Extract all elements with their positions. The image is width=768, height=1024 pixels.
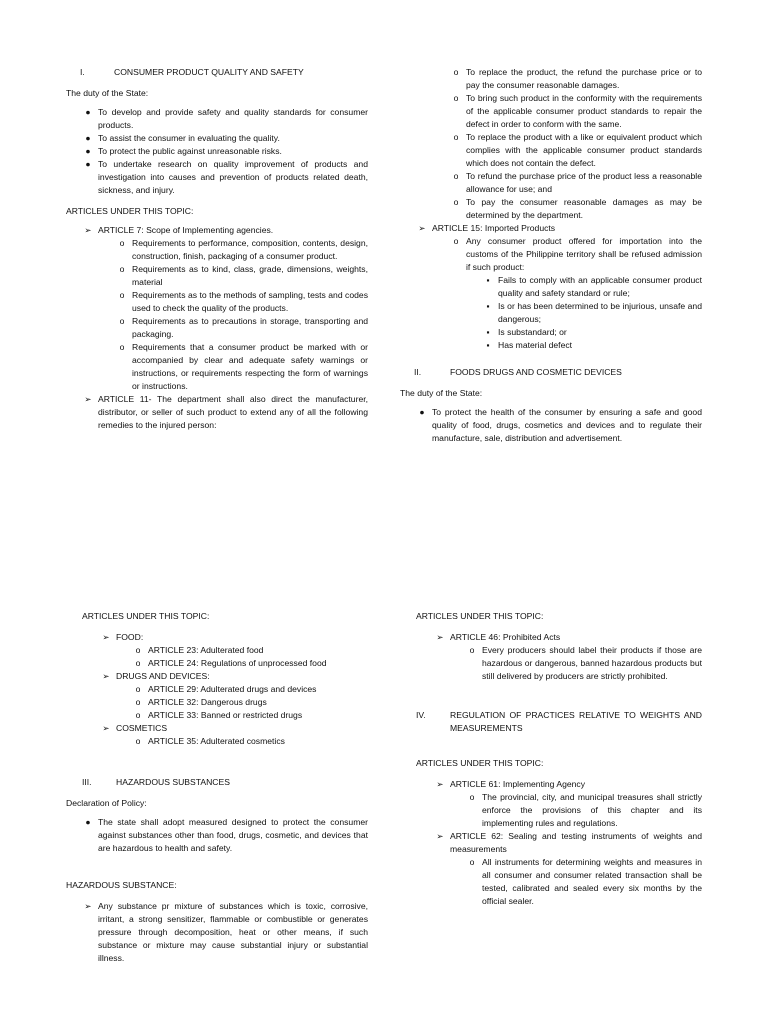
- arrow-bullet-icon: ➢: [84, 225, 92, 235]
- circle-bullet-icon: o: [119, 342, 125, 352]
- circle-bullet-icon: o: [469, 857, 475, 867]
- section-3-policy-label: Declaration of Policy:: [66, 798, 147, 808]
- list-item: o ARTICLE 35: Adulterated cosmetics: [132, 735, 368, 748]
- list-item: o To refund the purchase price of the product less a reasonable allowance for use; and: [450, 170, 702, 196]
- article-15-list: [400, 235, 702, 274]
- list-item: ▪ Fails to comply with an applicable consumer product quality and safety standard or rule;: [482, 274, 702, 300]
- list-item: o Requirements that a consumer product be marked with or accompanied by clear and adequate safety warnings or instructions, or requirements respecting the form of warnings or instructions.: [116, 341, 368, 393]
- article-62-list: [400, 856, 702, 908]
- circle-bullet-icon: o: [119, 238, 125, 248]
- circle-bullet-icon: o: [135, 658, 141, 668]
- arrow-bullet-icon: ➢: [84, 394, 92, 404]
- circle-bullet-icon: o: [119, 264, 125, 274]
- bullet-icon: ●: [85, 146, 91, 156]
- bullet-icon: ●: [419, 407, 425, 417]
- circle-bullet-icon: o: [469, 645, 475, 655]
- list-item: ● To protect the public against unreasonable risks.: [82, 145, 368, 158]
- column-bottom-left: [66, 610, 368, 965]
- arrow-bullet-icon: ➢: [436, 632, 444, 642]
- list-item: o ARTICLE 32: Dangerous drugs: [132, 696, 368, 709]
- list-item: ● To protect the health of the consumer by ensuring a safe and good quality of food, drugs, cosmetics and devices and to regulate their manufacture, sale, distribution and advertisement.: [416, 406, 702, 445]
- article-61-list: [400, 791, 702, 830]
- list-item: ▪ Has material defect: [482, 339, 702, 352]
- arrow-bullet-icon: ➢: [436, 831, 444, 841]
- section-1-duty-label: The duty of the State:: [66, 88, 149, 98]
- section-3-title: HAZARDOUS SUBSTANCES: [116, 777, 230, 787]
- list-item: o The provincial, city, and municipal treasures shall strictly enforce the provisions of this chapter and its implementing rules and regulations.: [466, 791, 702, 830]
- circle-bullet-icon: o: [135, 684, 141, 694]
- section-3-number: III.: [82, 777, 92, 787]
- circle-bullet-icon: o: [453, 67, 459, 77]
- group-food: ➢ FOOD:: [66, 631, 368, 644]
- list-item: o ARTICLE 29: Adulterated drugs and devices: [132, 683, 368, 696]
- circle-bullet-icon: o: [453, 132, 459, 142]
- circle-bullet-icon: o: [135, 736, 141, 746]
- bullet-icon: ●: [85, 107, 91, 117]
- article-11-list: [400, 66, 702, 222]
- square-bullet-icon: ▪: [486, 301, 490, 311]
- arrow-bullet-icon: ➢: [102, 671, 110, 681]
- section-1-title: CONSUMER PRODUCT QUALITY AND SAFETY: [114, 67, 304, 77]
- group-drugs-list: [66, 683, 368, 722]
- square-bullet-icon: ▪: [486, 275, 490, 285]
- circle-bullet-icon: o: [135, 645, 141, 655]
- group-cosmetics-list: [66, 735, 368, 748]
- square-bullet-icon: ▪: [486, 340, 490, 350]
- bullet-icon: ●: [85, 817, 91, 827]
- circle-bullet-icon: o: [119, 316, 125, 326]
- circle-bullet-icon: o: [135, 697, 141, 707]
- list-item: ● To undertake research on quality improvement of products and investigation into causes and prevention of products related death, sickness, and injury.: [82, 158, 368, 197]
- article-11: ➢ ARTICLE 11- The department shall also direct the manufacturer, distributor, or seller of such product to extend any of all the following remedies to the injured person:: [66, 393, 368, 432]
- list-item: o To bring such product in the conformity with the requirements of the applicable consumer product standards to repair the defect in order to conform with the same.: [450, 92, 702, 131]
- list-item: o ARTICLE 24: Regulations of unprocessed food: [132, 657, 368, 670]
- article-7: ➢ ARTICLE 7: Scope of Implementing agencies.: [66, 224, 368, 237]
- section-4-title: REGULATION OF PRACTICES RELATIVE TO WEIGHTS AND MEASUREMENTS: [450, 710, 702, 733]
- list-item: o Requirements as to precautions in storage, transporting and packaging.: [116, 315, 368, 341]
- section-2-duty-list: [400, 406, 702, 445]
- section-4-articles-heading: ARTICLES UNDER THIS TOPIC:: [416, 758, 544, 768]
- bullet-icon: ●: [85, 159, 91, 169]
- section-3-articles-heading: ARTICLES UNDER THIS TOPIC:: [416, 611, 544, 621]
- section-3-policy-list: [66, 816, 368, 855]
- list-item: o Every producers should label their products if those are hazardous or dangerous, banned hazardous products but still delivered by producers are strictly prohibited.: [466, 644, 702, 683]
- article-62: ➢ ARTICLE 62: Sealing and testing instruments of weights and measurements: [400, 830, 702, 856]
- article-61: ➢ ARTICLE 61: Implementing Agency: [400, 778, 702, 791]
- group-food-list: [66, 644, 368, 670]
- column-top-right: [400, 66, 702, 445]
- section-4-number: IV.: [416, 710, 426, 720]
- arrow-bullet-icon: ➢: [418, 223, 426, 233]
- arrow-bullet-icon: ➢: [84, 901, 92, 911]
- hazardous-substance-definition: ➢ Any substance pr mixture of substances which is toxic, corrosive, irritant, a strong sensitizer, flammable or combustible or generates pressure through decomposition, heat or other means, if such substance or mixture may cause substantial injury or substantial illness.: [66, 900, 368, 965]
- list-item: o Requirements as to the methods of sampling, tests and codes used to check the quality of the products.: [116, 289, 368, 315]
- section-2-title: FOODS DRUGS AND COSMETIC DEVICES: [450, 367, 622, 377]
- list-item: o All instruments for determining weights and measures in all consumer and consumer related transaction shall be tested, calibrated and sealed every six months by the official sealer.: [466, 856, 702, 908]
- column-bottom-right: [400, 610, 702, 908]
- arrow-bullet-icon: ➢: [102, 632, 110, 642]
- list-item: o To pay the consumer reasonable damages as may be determined by the department.: [450, 196, 702, 222]
- circle-bullet-icon: o: [453, 171, 459, 181]
- article-46-list: [400, 644, 702, 683]
- list-item: ● To develop and provide safety and quality standards for consumer products.: [82, 106, 368, 132]
- list-item: o Requirements to performance, composition, contents, design, construction, finish, packaging of a consumer product.: [116, 237, 368, 263]
- article-46: ➢ ARTICLE 46: Prohibited Acts: [400, 631, 702, 644]
- circle-bullet-icon: o: [453, 197, 459, 207]
- article-15-sublist: [400, 274, 702, 352]
- section-2-duty-label: The duty of the State:: [400, 388, 483, 398]
- group-drugs-devices: ➢ DRUGS AND DEVICES:: [66, 670, 368, 683]
- circle-bullet-icon: o: [135, 710, 141, 720]
- section-2-articles-heading: ARTICLES UNDER THIS TOPIC:: [82, 611, 210, 621]
- section-1-number: I.: [80, 67, 85, 77]
- column-top-left: [66, 66, 368, 432]
- circle-bullet-icon: o: [469, 792, 475, 802]
- list-item: o To replace the product, the refund the purchase price or to pay the consumer reasonable damages.: [450, 66, 702, 92]
- bullet-icon: ●: [85, 133, 91, 143]
- list-item: o ARTICLE 23: Adulterated food: [132, 644, 368, 657]
- article-7-list: [66, 237, 368, 393]
- section-1-heading: [66, 66, 368, 79]
- section-1-duties-list: [66, 106, 368, 197]
- list-item: ▪ Is substandard; or: [482, 326, 702, 339]
- list-item: o Any consumer product offered for importation into the customs of the Philippine territory shall be refused admission if such product:: [450, 235, 702, 274]
- article-15: ➢ ARTICLE 15: Imported Products: [400, 222, 702, 235]
- circle-bullet-icon: o: [453, 93, 459, 103]
- circle-bullet-icon: o: [119, 290, 125, 300]
- section-2-heading: [400, 366, 702, 379]
- list-item: o ARTICLE 33: Banned or restricted drugs: [132, 709, 368, 722]
- section-1-articles-heading: ARTICLES UNDER THIS TOPIC:: [66, 206, 194, 216]
- list-item: ● To assist the consumer in evaluating the quality.: [82, 132, 368, 145]
- arrow-bullet-icon: ➢: [102, 723, 110, 733]
- group-cosmetics: ➢ COSMETICS: [66, 722, 368, 735]
- section-4-heading: [400, 709, 702, 735]
- list-item: ▪ Is or has been determined to be injurious, unsafe and dangerous;: [482, 300, 702, 326]
- list-item: ● The state shall adopt measured designed to protect the consumer against substances other than food, drugs, cosmetic, and devices that are hazardous to health and safety.: [82, 816, 368, 855]
- square-bullet-icon: ▪: [486, 327, 490, 337]
- arrow-bullet-icon: ➢: [436, 779, 444, 789]
- list-item: o To replace the product with a like or equivalent product which complies with the applicable consumer product standards which does not contain the defect.: [450, 131, 702, 170]
- hazardous-substance-heading: HAZARDOUS SUBSTANCE:: [66, 880, 177, 890]
- circle-bullet-icon: o: [453, 236, 459, 246]
- section-2-number: II.: [414, 367, 422, 377]
- list-item: o Requirements as to kind, class, grade, dimensions, weights, material: [116, 263, 368, 289]
- section-3-heading: [66, 776, 368, 789]
